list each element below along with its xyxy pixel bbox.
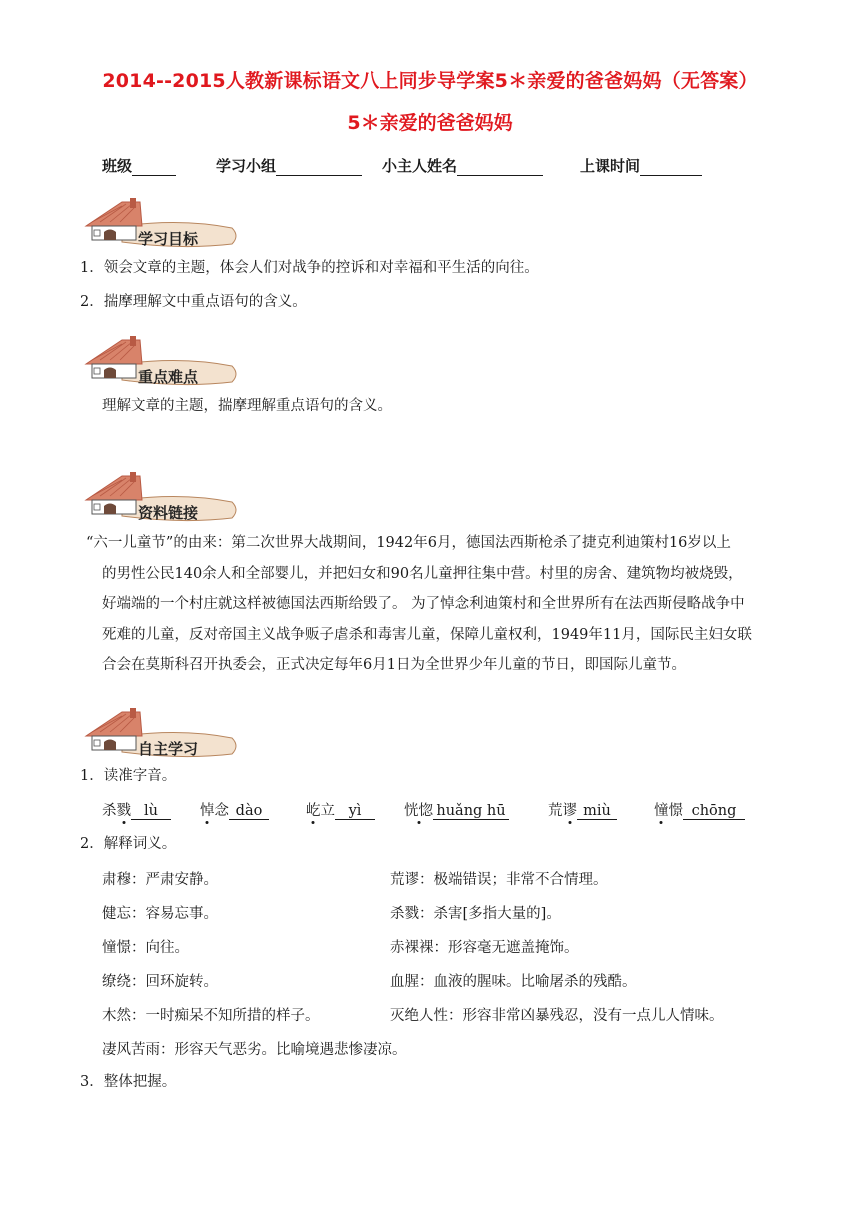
class-field — [102, 155, 176, 176]
goal-item-1: 1．领会文章的主题，体会人们对战争的控诉和对幸福和平生活的向往。 — [80, 260, 539, 276]
pinyin-answer: dào — [229, 803, 269, 820]
section-label-key-points: 重点难点 — [138, 368, 199, 386]
definition-item: 杀戮：杀害[多指大量的]。 — [390, 906, 561, 922]
word-text: 荒 — [548, 803, 563, 819]
pinyin-row — [102, 799, 802, 823]
materials-paragraph — [86, 528, 786, 681]
group-label: 学习小组 — [216, 157, 277, 175]
host-name-field — [382, 155, 543, 176]
section-header-self-study — [82, 706, 242, 766]
question-1: 1．读准字音。 — [80, 768, 177, 784]
group-field — [216, 155, 362, 176]
lesson-title: 5＊亲爱的爸爸妈妈 — [347, 112, 513, 134]
section-header-goals — [82, 196, 242, 256]
section-label-self-study: 自主学习 — [138, 740, 199, 758]
class-time-label: 上课时间 — [580, 157, 641, 175]
definition-item: 血腥：血液的腥味。比喻屠杀的残酷。 — [390, 974, 637, 990]
host-name-label: 小主人姓名 — [382, 157, 458, 175]
dotted-char: 恍惚 — [404, 803, 433, 819]
pinyin-answer: yì — [335, 803, 375, 820]
goal-item-2: 2．揣摩理解文中重点语句的含义。 — [80, 294, 307, 310]
definition-item: 荒谬：极端错误；非常不合情理。 — [390, 872, 608, 888]
pinyin-item — [404, 799, 509, 820]
materials-line: 的男性公民140余人和全部婴儿，并把妇女和90名儿童押往集中营。村里的房舍、建筑物均被烧毁， — [102, 565, 743, 582]
materials-line: “六一儿童节”的由来：第二次世界大战期间，1942年6月，德国法西斯枪杀了捷克利迪策村16岁以上 — [86, 535, 731, 551]
dotted-char: 谬 — [562, 803, 577, 819]
dotted-char: 屹 — [306, 803, 321, 819]
pinyin-item — [548, 799, 617, 820]
dotted-char: 悼 — [200, 803, 215, 819]
student-info-row — [102, 155, 762, 177]
word-text: 念 — [214, 803, 229, 819]
dotted-char: 憧 — [654, 803, 669, 819]
section-header-key-points — [82, 334, 242, 394]
class-label: 班级 — [102, 157, 133, 175]
definition-item: 赤裸裸：形容毫无遮盖掩饰。 — [390, 940, 579, 956]
question-3: 3．整体把握。 — [80, 1074, 177, 1090]
pinyin-answer: huǎng hū — [433, 803, 509, 820]
pinyin-answer: miù — [577, 803, 617, 820]
question-2: 2．解释词义。 — [80, 836, 177, 852]
pinyin-item — [200, 799, 269, 820]
definition-item: 健忘：容易忘事。 — [102, 906, 218, 922]
class-time-field — [580, 155, 702, 176]
word-text: 立 — [320, 803, 335, 819]
definition-item: 缭绕：回环旋转。 — [102, 974, 218, 990]
word-text: 憬 — [668, 803, 683, 819]
dotted-char: 戮 — [116, 803, 131, 819]
materials-line: 死难的儿童，反对帝国主义战争贩子虐杀和毒害儿童，保障儿童权利，1949年11月，国际民主妇女联 — [102, 626, 752, 643]
document-title: 2014--2015人教新课标语文八上同步导学案5＊亲爱的爸爸妈妈（无答案） — [102, 70, 758, 92]
pinyin-item — [306, 799, 375, 820]
materials-line: 合会在莫斯科召开执委会，正式决定每年6月1日为全世界少年儿童的节日，即国际儿童节。 — [102, 657, 686, 673]
section-label-goals: 学习目标 — [138, 230, 199, 248]
pinyin-answer: chōng — [683, 803, 745, 820]
word-text: 杀 — [102, 803, 117, 819]
definition-item: 灭绝人性：形容非常凶暴残忍，没有一点儿人情味。 — [390, 1008, 724, 1024]
pinyin-item — [102, 799, 171, 820]
key-points-text: 理解文章的主题，揣摩理解重点语句的含义。 — [102, 398, 392, 414]
definition-item: 肃穆：严肃安静。 — [102, 872, 218, 888]
definition-item: 木然：一时痴呆不知所措的样子。 — [102, 1008, 320, 1024]
pinyin-item — [654, 799, 745, 820]
pinyin-answer: lù — [131, 803, 171, 820]
materials-line: 好端端的一个村庄就这样被德国法西斯给毁了。 为了悼念利迪策村和全世界所有在法西斯侵略战争中 — [102, 596, 745, 612]
definition-item: 憧憬：向往。 — [102, 940, 189, 956]
section-header-materials — [82, 470, 242, 530]
section-label-materials: 资料链接 — [138, 504, 199, 522]
definition-item: 凄风苦雨：形容天气恶劣。比喻境遇悲惨凄凉。 — [102, 1042, 407, 1058]
